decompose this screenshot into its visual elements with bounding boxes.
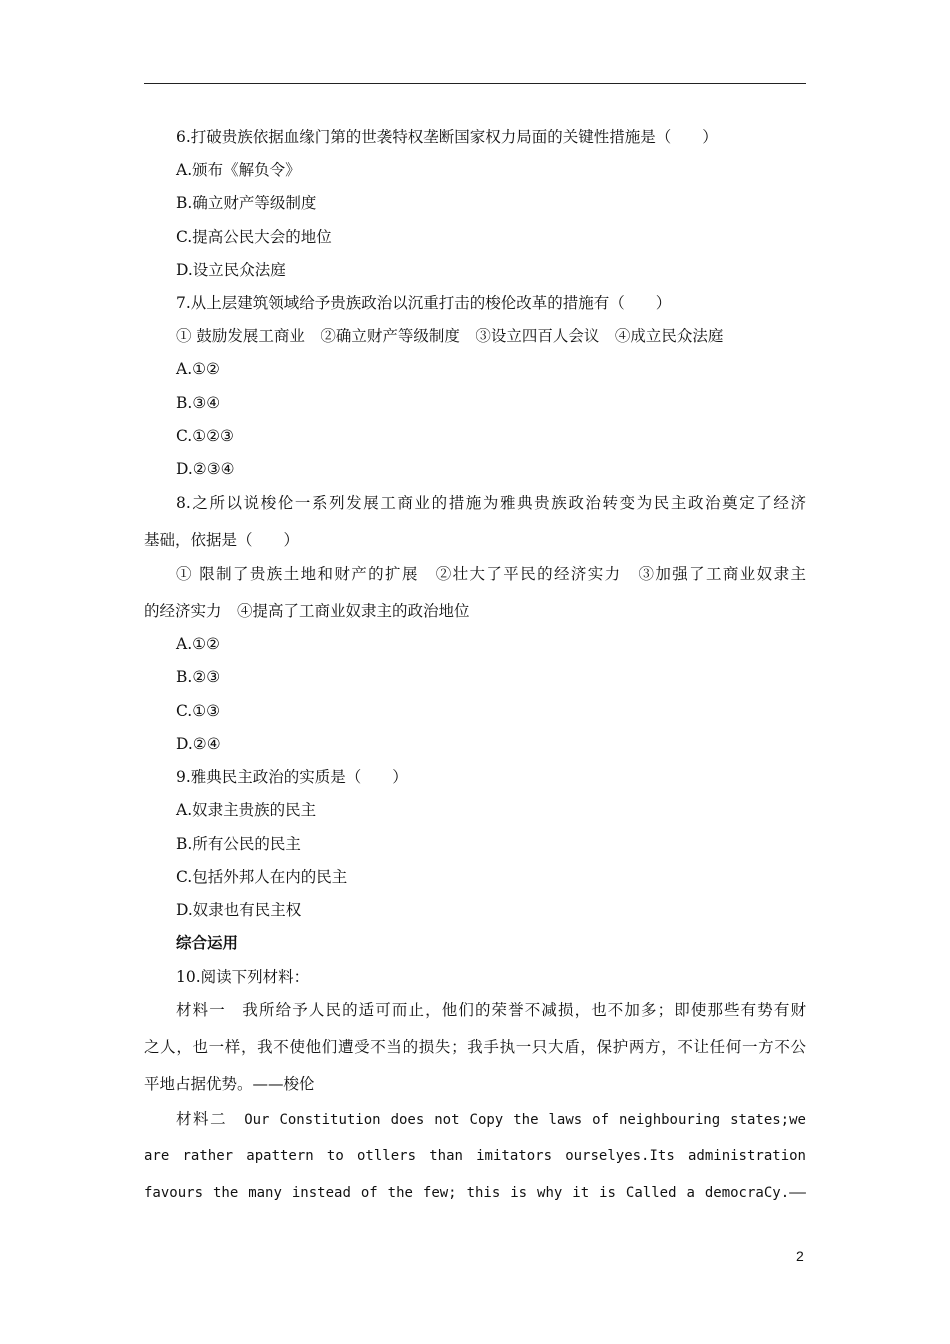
q9-option-d: D.奴隶也有民主权 <box>176 901 302 919</box>
q6-option-d: D.设立民众法庭 <box>176 261 286 279</box>
q8-items-line1: ① 限制了贵族土地和财产的扩展 ②壮大了平民的经济实力 ③加强了工商业奴隶主 <box>176 565 806 583</box>
q10-material2-line2: are rather apattern to otllers than imitators ourselyes.Its administration <box>144 1148 806 1164</box>
q6-option-a: A.颁布《解负令》 <box>176 161 301 179</box>
header-rule <box>144 83 806 84</box>
q10-material2-text1: Our Constitution does not Copy the laws of neighbouring states;we <box>244 1112 806 1128</box>
q10-material1-line2: 之人，也一样，我不使他们遭受不当的损失；我手执一只大盾，保护两方，不让任何一方不公 <box>144 1038 806 1056</box>
q8-option-b: B.②③ <box>176 668 221 686</box>
q9-stem: 9.雅典民主政治的实质是（ ） <box>176 768 408 786</box>
section-title: 综合运用 <box>176 933 239 952</box>
q7-option-d: D.②③④ <box>176 460 235 478</box>
q10-material2-line3: favours the many instead of the few; this is why it is Called a democraCy.—— <box>144 1185 806 1201</box>
q7-option-b: B.③④ <box>176 394 221 412</box>
q8-option-c: C.①③ <box>176 702 221 720</box>
q9-option-c: C.包括外邦人在内的民主 <box>176 868 348 886</box>
q6-stem: 6.打破贵族依据血缘门第的世袭特权垄断国家权力局面的关键性措施是（ ） <box>176 128 718 146</box>
q10-material1-line1: 材料一 我所给予人民的适可而止，他们的荣誉不减损，也不加多；即使那些有势有财 <box>176 1001 806 1019</box>
q9-option-a: A.奴隶主贵族的民主 <box>176 801 317 819</box>
q8-stem-line2: 基础，依据是（ ） <box>144 531 300 549</box>
q10-material2-label: 材料二 <box>176 1110 228 1128</box>
q8-option-a: A.①② <box>176 635 220 653</box>
q10-material1-line3: 平地占据优势。——梭伦 <box>144 1075 315 1093</box>
page-number: 2 <box>796 1248 804 1264</box>
q7-option-a: A.①② <box>176 360 220 378</box>
q8-option-d: D.②④ <box>176 735 221 753</box>
q6-option-c: C.提高公民大会的地位 <box>176 228 332 246</box>
q9-option-b: B.所有公民的民主 <box>176 835 301 853</box>
q8-items-line2: 的经济实力 ④提高了工商业奴隶主的政治地位 <box>144 602 470 620</box>
q6-option-b: B.确立财产等级制度 <box>176 194 317 212</box>
q10-stem: 10.阅读下列材料： <box>176 968 310 986</box>
q8-stem-line1: 8.之所以说梭伦一系列发展工商业的措施为雅典贵族政治转变为民主政治奠定了经济 <box>176 494 806 512</box>
q7-items: ① 鼓励发展工商业 ②确立财产等级制度 ③设立四百人会议 ④成立民众法庭 <box>176 327 724 345</box>
q7-option-c: C.①②③ <box>176 427 234 445</box>
q7-stem: 7.从上层建筑领域给予贵族政治以沉重打击的梭伦改革的措施有（ ） <box>176 294 672 312</box>
q10-material2-line1 <box>176 1109 806 1130</box>
